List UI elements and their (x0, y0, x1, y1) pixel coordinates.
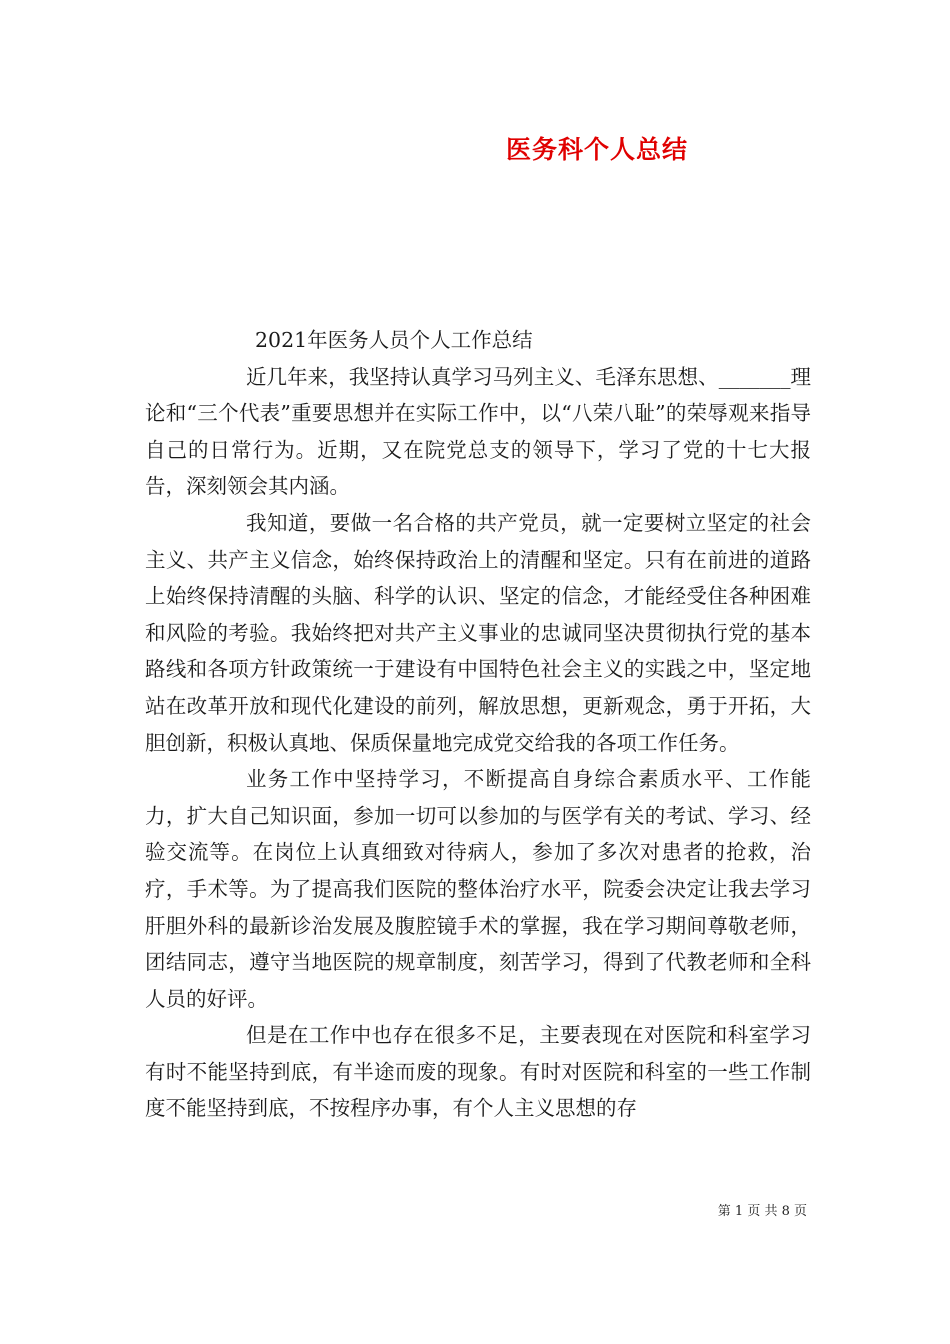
paragraph-2: 我知道，要做一名合格的共产党员，就一定要树立坚定的社会主义、共产主义信念，始终保持政治上的清醒和坚定。只有在前进的道路上始终保持清醒的头脑、科学的认识、坚定的信念，才能经受住各种困难和风险的考验。我始终把对共产主义事业的忠诚同坚决贯彻执行党的基本路线和各项方针政策统一于建设有中国特色社会主义的实践之中，坚定地站在改革开放和现代化建设的前列，解放思想，更新观念，勇于开拓，大胆创新，积极认真地、保质保量地完成党交给我的各项工作任务。 (145, 510, 811, 755)
document-title: 医务科个人总结 (505, 135, 688, 164)
page-number: 第 1 页 共 8 页 (717, 1204, 807, 1219)
document-body (145, 322, 811, 1127)
paragraph-1: 近几年来，我坚持认真学习马列主义、毛泽东思想、_______理论和“三个代表”重要思想并在实际工作中，以“八荣八耻”的荣辱观来指导自己的日常行为。近期，又在院党总支的领导下，学习了党的十七大报告，深刻领会其内涵。 (145, 364, 811, 499)
paragraph-3: 业务工作中坚持学习，不断提高自身综合素质水平、工作能力，扩大自己知识面，参加一切可以参加的与医学有关的考试、学习、经验交流等。在岗位上认真细致对待病人，参加了多次对患者的抢救，治疗，手术等。为了提高我们医院的整体治疗水平，院委会决定让我去学习肝胆外科的最新诊治发展及腹腔镜手术的掌握，我在学习期间尊敬老师，团结同志，遵守当地医院的规章制度，刻苦学习，得到了代教老师和全科人员的好评。 (145, 767, 811, 1011)
document-subtitle: 2021年医务人员个人工作总结 (255, 328, 533, 352)
paragraph-4: 但是在工作中也存在很多不足，主要表现在对医院和科室学习有时不能坚持到底，有半途而废的现象。有时对医院和科室的一些工作制度不能坚持到底，不按程序办事，有个人主义思想的存 (145, 1023, 811, 1121)
